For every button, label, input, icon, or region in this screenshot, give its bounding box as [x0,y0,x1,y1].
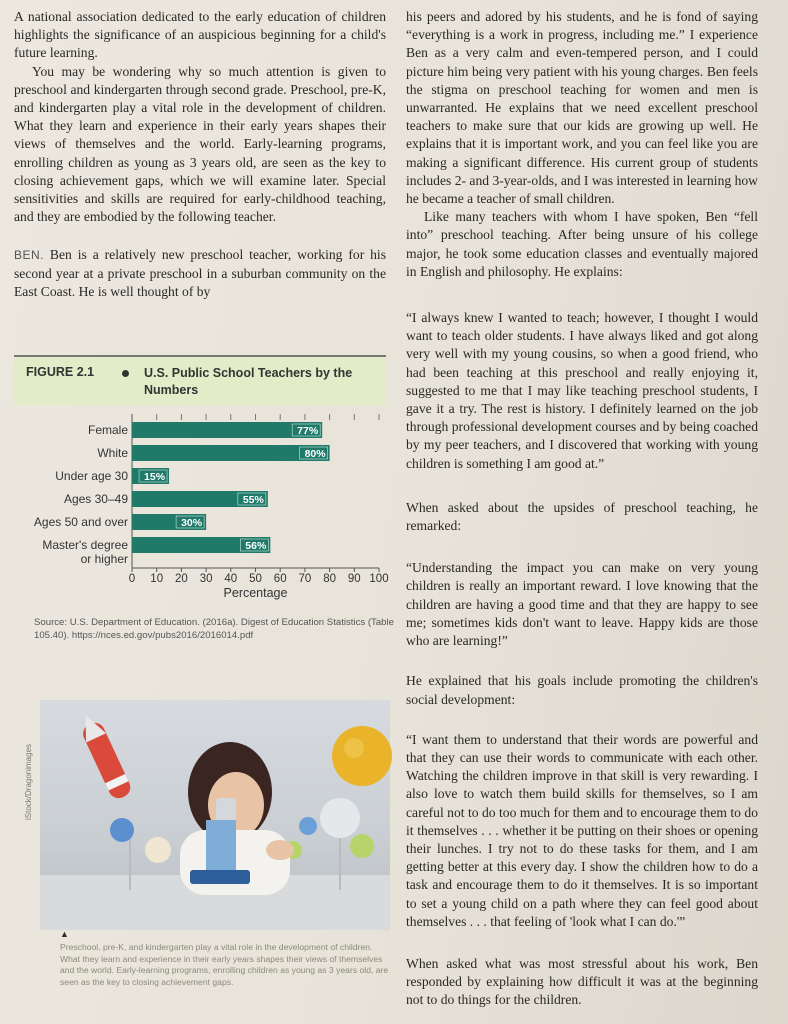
chart-bar [132,445,330,461]
category-label: Under age 30 [55,469,128,483]
x-tick-label: 70 [298,573,312,585]
x-tick-label: 30 [199,573,213,585]
caption-triangle-icon: ▲ [60,929,69,939]
category-label: Master's degree [42,538,128,552]
chart-bar [132,422,322,438]
source-text: U.S. Department of Education. (2016a). Digest of Education Statistics (Table 105.40). https://nces.ed.gov/pubs2016/2016014.pdf [34,617,394,641]
x-tick-label: 10 [150,573,164,585]
x-tick-label: 50 [249,573,262,585]
x-tick-label: 20 [175,573,188,585]
x-tick-label: 100 [369,573,389,585]
left-column [14,8,386,301]
category-label: White [97,446,128,460]
source-label: Source: [34,617,68,628]
figure-label: FIGURE 2.1 [26,365,95,379]
photo-illustration [40,700,390,930]
x-tick-label: 40 [224,573,238,585]
ben-text: Ben is a relatively new preschool teacher, working for his second year at a private preschool in a suburban community on the East Coast. He is well thought of by [14,247,386,299]
data-label: 30% [181,517,203,529]
x-tick-label: 60 [273,573,287,585]
classroom-photo [40,700,390,930]
body-paragraph: You may be wondering why so much attention is given to preschool and kindergarten through second grade. Preschool, pre-K, and kindergarten play a vital role in the development of children. What they learn and experience in their early years shapes their views of themselves and the world. Early-learning programs, enrolling children as young as 3 years old, are seen as the key to closing achievement gaps, which we will examine later. Special sensitivities and skills are required for early-childhood teaching, and they are embodied by the following teacher. [14,63,386,225]
category-label: Ages 30–49 [63,492,128,506]
figure-title: U.S. Public School Teachers by the Numbers [144,366,353,397]
category-label: Ages 50 and over [33,515,128,529]
x-tick-label: 90 [347,573,361,585]
right-paragraph-2: Like many teachers with whom I have spoken, Ben “fell into” preschool teaching. After being unsure of his college major, he took some education classes and eventually majored in English and philosophy. He explains: [406,209,758,279]
right-column [406,8,758,1010]
x-tick-label: 80 [323,573,336,585]
bar-chart [14,408,389,603]
chart-canvas [14,408,389,603]
data-label: 80% [304,448,326,460]
right-paragraph-1: his peers and adored by his students, and he is fond of saying “everything is a work in progress, including me.” I experience Ben as a very calm and even-tempered person, and I could picture him being very patient with his young charges. Ben feels the stigma on preschool teaching for women and men is unwarranted. He explains that we need excellent preschool teachers to make sure that our kids are growing up well. He explains that it is important work, and you can feel like you are making a significant difference. His current group of students includes 2- and 3-year-olds, and I was interested in learning how he became a teacher of small children. [406,9,758,207]
figure-header [14,355,386,405]
right-paragraph-5: When asked what was most stressful about his work, Ben responded by explaining how difficult it was at the beginning not to do things for the children. [406,955,758,1008]
photo-caption: Preschool, pre-K, and kindergarten play a vital role in the development of children. What they learn and experience in their early years shapes their views of themselves and the world. Early-learning programs, enrolling children as young as 3 years old, are seen as the key to closing achievement gaps. [60,942,389,987]
right-paragraph-3: When asked about the upsides of preschool teaching, he remarked: [406,499,758,534]
x-axis-title: Percentage [223,586,288,600]
bullet-dot-icon [122,370,129,377]
ben-profile-paragraph [14,246,386,301]
category-label: or higher [80,552,128,566]
x-tick-label: 0 [128,573,136,585]
data-label: 55% [242,494,264,506]
ben-label: BEN. [14,248,45,263]
data-label: 15% [144,471,166,483]
right-paragraph-4: He explained that his goals include promoting the children's social development: [406,673,758,707]
data-label: 56% [245,540,267,552]
data-label: 77% [297,425,319,437]
quote-1: “I always knew I wanted to teach; however, I thought I would want to teach older students. I have always liked and got along very well with my young cousins, so when a good friend, who had been teaching at this preschool and really enjoying it, suggested to me that I may like teaching preschool students, I gave it a try. The rest is history. I definitely learned on the job through professional development courses and by being coached by my peer teachers, and I discovered that working with young children is something I am good at.” [406,310,758,471]
photo-credit: iStock/Dragonimages [24,743,33,820]
quote-2: “Understanding the impact you can make on very young children is really an important reward. I love knowing that the children are having a good time and that they are happy to see me; sometimes kids don't want to leave. Happy kids are those who are learning!” [406,560,758,649]
category-label: Female [87,423,128,437]
quote-3: “I want them to understand that their words are powerful and that they can use their words to communicate with each other. Watching the children improve in that skill is very rewarding. I also love to watch them build skills for themselves, so I am careful not to do too much for them and to encourage them to do it themselves . . . whether it be putting on their shoes or opening their lunches. I try not to do these tasks for them, and I am getting better at this every day. I show the children how to do a task and encourage them to do it themselves. It is so important to set a young child on a path where they can feel good about themselves . . . that feeling of 'look what I can do.'” [406,731,758,929]
intro-paragraph: A national association dedicated to the early education of children highlights the significance of an auspicious beginning for a child's future learning. [14,9,386,61]
figure-source [34,616,394,642]
